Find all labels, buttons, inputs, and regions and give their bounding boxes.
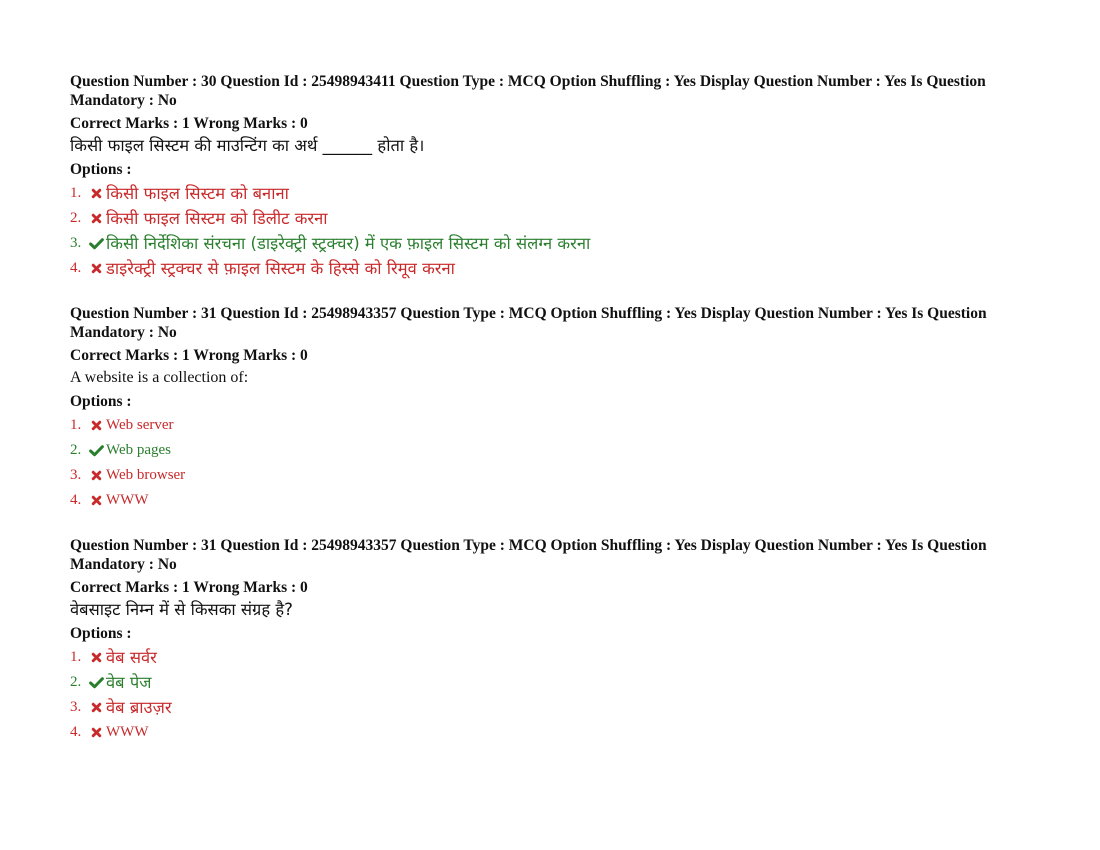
check-icon [86,677,106,689]
cross-icon [86,420,106,431]
option-item [70,463,1030,488]
option-number: 3. [70,235,82,251]
option-item [70,256,1030,281]
cross-icon [86,263,106,274]
option-text: किसी फाइल सिस्टम को डिलीट करना [106,209,328,228]
option-text: वेब सर्वर [106,648,157,667]
options-label: Options : [70,625,132,642]
option-number: 2. [70,210,82,226]
question-marks: Correct Marks : 1 Wrong Marks : 0 [70,115,308,132]
option-text: Web pages [106,442,172,458]
option-text: किसी फाइल सिस्टम को बनाना [106,184,289,203]
question-marks: Correct Marks : 1 Wrong Marks : 0 [70,347,308,364]
option-number: 1. [70,417,82,433]
question-meta: Question Number : 31 Question Id : 25498943357 Question Type : MCQ Option Shuffling : Yes Display Question Number : Yes Is Question Mandatory : No [70,537,987,573]
cross-icon [86,702,106,713]
cross-icon [86,727,106,738]
option-number: 1. [70,649,82,665]
option-number: 3. [70,467,82,483]
option-item [70,670,1030,695]
option-number: 3. [70,699,82,715]
options-label: Options : [70,393,132,410]
options-label: Options : [70,161,132,178]
option-text: WWW [106,724,149,740]
option-item [70,413,1030,438]
check-icon [86,445,106,457]
cross-icon [86,213,106,224]
question-paper [70,72,1030,768]
option-item [70,488,1030,513]
option-text: WWW [106,492,149,508]
option-item [70,231,1030,256]
cross-icon [86,470,106,481]
cross-icon [86,652,106,663]
option-number: 4. [70,260,82,276]
question-text: A website is a collection of: [70,369,249,386]
cross-icon [86,188,106,199]
question-marks: Correct Marks : 1 Wrong Marks : 0 [70,579,308,596]
option-item [70,438,1030,463]
option-number: 1. [70,185,82,201]
question-meta: Question Number : 30 Question Id : 25498943411 Question Type : MCQ Option Shuffling : Yes Display Question Number : Yes Is Question Mandatory : No [70,73,986,109]
option-item [70,720,1030,745]
question-block [70,536,1030,745]
option-text: किसी निर्देशिका संरचना (डाइरेक्ट्री स्ट्रक्चर) में एक फ़ाइल सिस्टम को संलग्न करना [106,234,591,253]
option-text: डाइरेक्ट्री स्ट्रक्चर से फ़ाइल सिस्टम के हिस्से को रिमूव करना [106,259,455,278]
question-meta: Question Number : 31 Question Id : 25498943357 Question Type : MCQ Option Shuffling : Yes Display Question Number : Yes Is Question Mandatory : No [70,305,987,341]
option-text: वेब ब्राउज़र [106,698,172,717]
option-number: 2. [70,674,82,690]
question-text: वेबसाइट निम्न में से किसका संग्रह है? [70,600,293,619]
option-text: Web server [106,417,174,433]
option-number: 2. [70,442,82,458]
option-item [70,206,1030,231]
option-number: 4. [70,724,82,740]
check-icon [86,238,106,250]
question-text: किसी फाइल सिस्टम की माउन्टिंग का अर्थ ______ होता है। [70,136,425,155]
option-number: 4. [70,492,82,508]
option-text: वेब पेज [106,673,152,692]
question-block [70,72,1030,281]
option-item [70,181,1030,206]
cross-icon [86,495,106,506]
option-item [70,645,1030,670]
option-text: Web browser [106,467,186,483]
option-item [70,695,1030,720]
question-block [70,304,1030,513]
